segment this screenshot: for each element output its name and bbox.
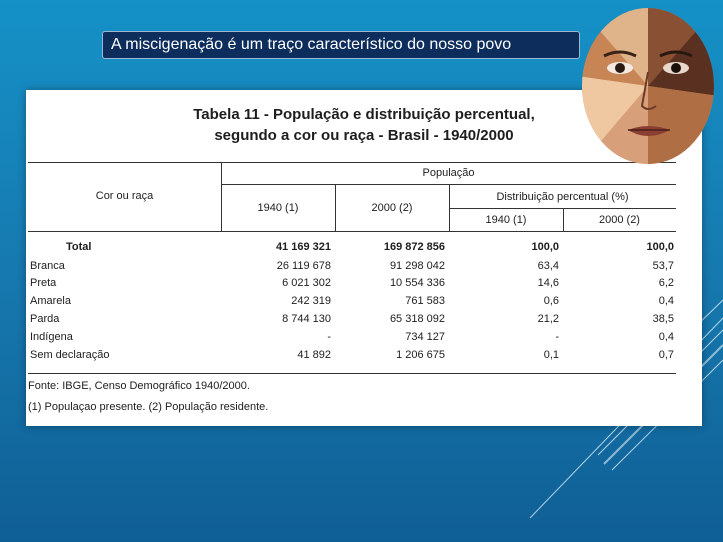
row-total-p1940: 41 169 321	[275, 241, 331, 253]
header-pct-1940: 1940 (1)	[485, 214, 527, 226]
row-branca-label: Branca	[30, 260, 65, 272]
header-pct-2000: 2000 (2)	[599, 214, 640, 226]
slide-title: A miscigenação é um traço característico do nosso povo	[102, 31, 580, 59]
row-amarela-p1940: 242 319	[291, 295, 331, 307]
row-amarela-d1940: 0,6	[543, 295, 559, 307]
table-footnote: (1) Populaçao presente. (2) População residente.	[28, 401, 269, 413]
row-sem-declaracao-label: Sem declaração	[30, 349, 110, 361]
row-amarela-d2000: 0,4	[658, 295, 674, 307]
row-total-d1940: 100,0	[531, 241, 559, 253]
row-preta-d1940: 14,6	[537, 277, 559, 289]
row-amarela-p2000: 761 583	[405, 295, 445, 307]
row-preta-p2000: 10 554 336	[389, 277, 445, 289]
row-indigena-p1940: -	[327, 331, 331, 343]
header-cor-ou-raca: Cor ou raça	[95, 190, 154, 202]
row-indigena-d1940: -	[555, 331, 559, 343]
row-sem-declaracao-p1940: 41 892	[297, 349, 331, 361]
row-branca-p2000: 91 298 042	[389, 260, 445, 272]
row-preta-p1940: 6 021 302	[282, 277, 331, 289]
header-populacao: População	[422, 167, 475, 179]
row-preta-d2000: 6,2	[658, 277, 674, 289]
row-sem-declaracao-d2000: 0,7	[658, 349, 674, 361]
row-branca-d2000: 53,7	[652, 260, 674, 272]
mixed-face-illustration	[578, 6, 718, 168]
table-title-line-1: Tabela 11 - População e distribuição percentual,	[193, 106, 535, 123]
row-indigena-label: Indígena	[30, 331, 73, 343]
row-parda-p2000: 65 318 092	[389, 313, 445, 325]
row-indigena-d2000: 0,4	[658, 331, 674, 343]
table-source: Fonte: IBGE, Censo Demográfico 1940/2000.	[28, 380, 250, 392]
row-parda-d2000: 38,5	[652, 313, 674, 325]
header-distribuicao: Distribuição percentual (%)	[496, 191, 629, 203]
row-parda-d1940: 21,2	[537, 313, 559, 325]
row-branca-p1940: 26 119 678	[276, 260, 331, 272]
row-sem-declaracao-d1940: 0,1	[543, 349, 559, 361]
row-branca-d1940: 63,4	[537, 260, 559, 272]
table-title-line-2: segundo a cor ou raça - Brasil - 1940/2000	[214, 127, 514, 144]
table-bottom-rule	[28, 373, 676, 374]
row-preta-label: Preta	[30, 277, 57, 289]
row-parda-label: Parda	[30, 313, 60, 325]
row-amarela-label: Amarela	[30, 295, 71, 307]
header-2000: 2000 (2)	[371, 202, 413, 214]
header-bottom-rule	[28, 231, 676, 232]
row-indigena-p2000: 734 127	[405, 331, 445, 343]
row-total-d2000: 100,0	[646, 241, 674, 253]
header-1940: 1940 (1)	[257, 202, 299, 214]
row-total-p2000: 169 872 856	[383, 241, 445, 253]
row-sem-declaracao-p2000: 1 206 675	[396, 349, 445, 361]
row-total-label: Total	[66, 241, 92, 253]
row-parda-p1940: 8 744 130	[282, 313, 331, 325]
